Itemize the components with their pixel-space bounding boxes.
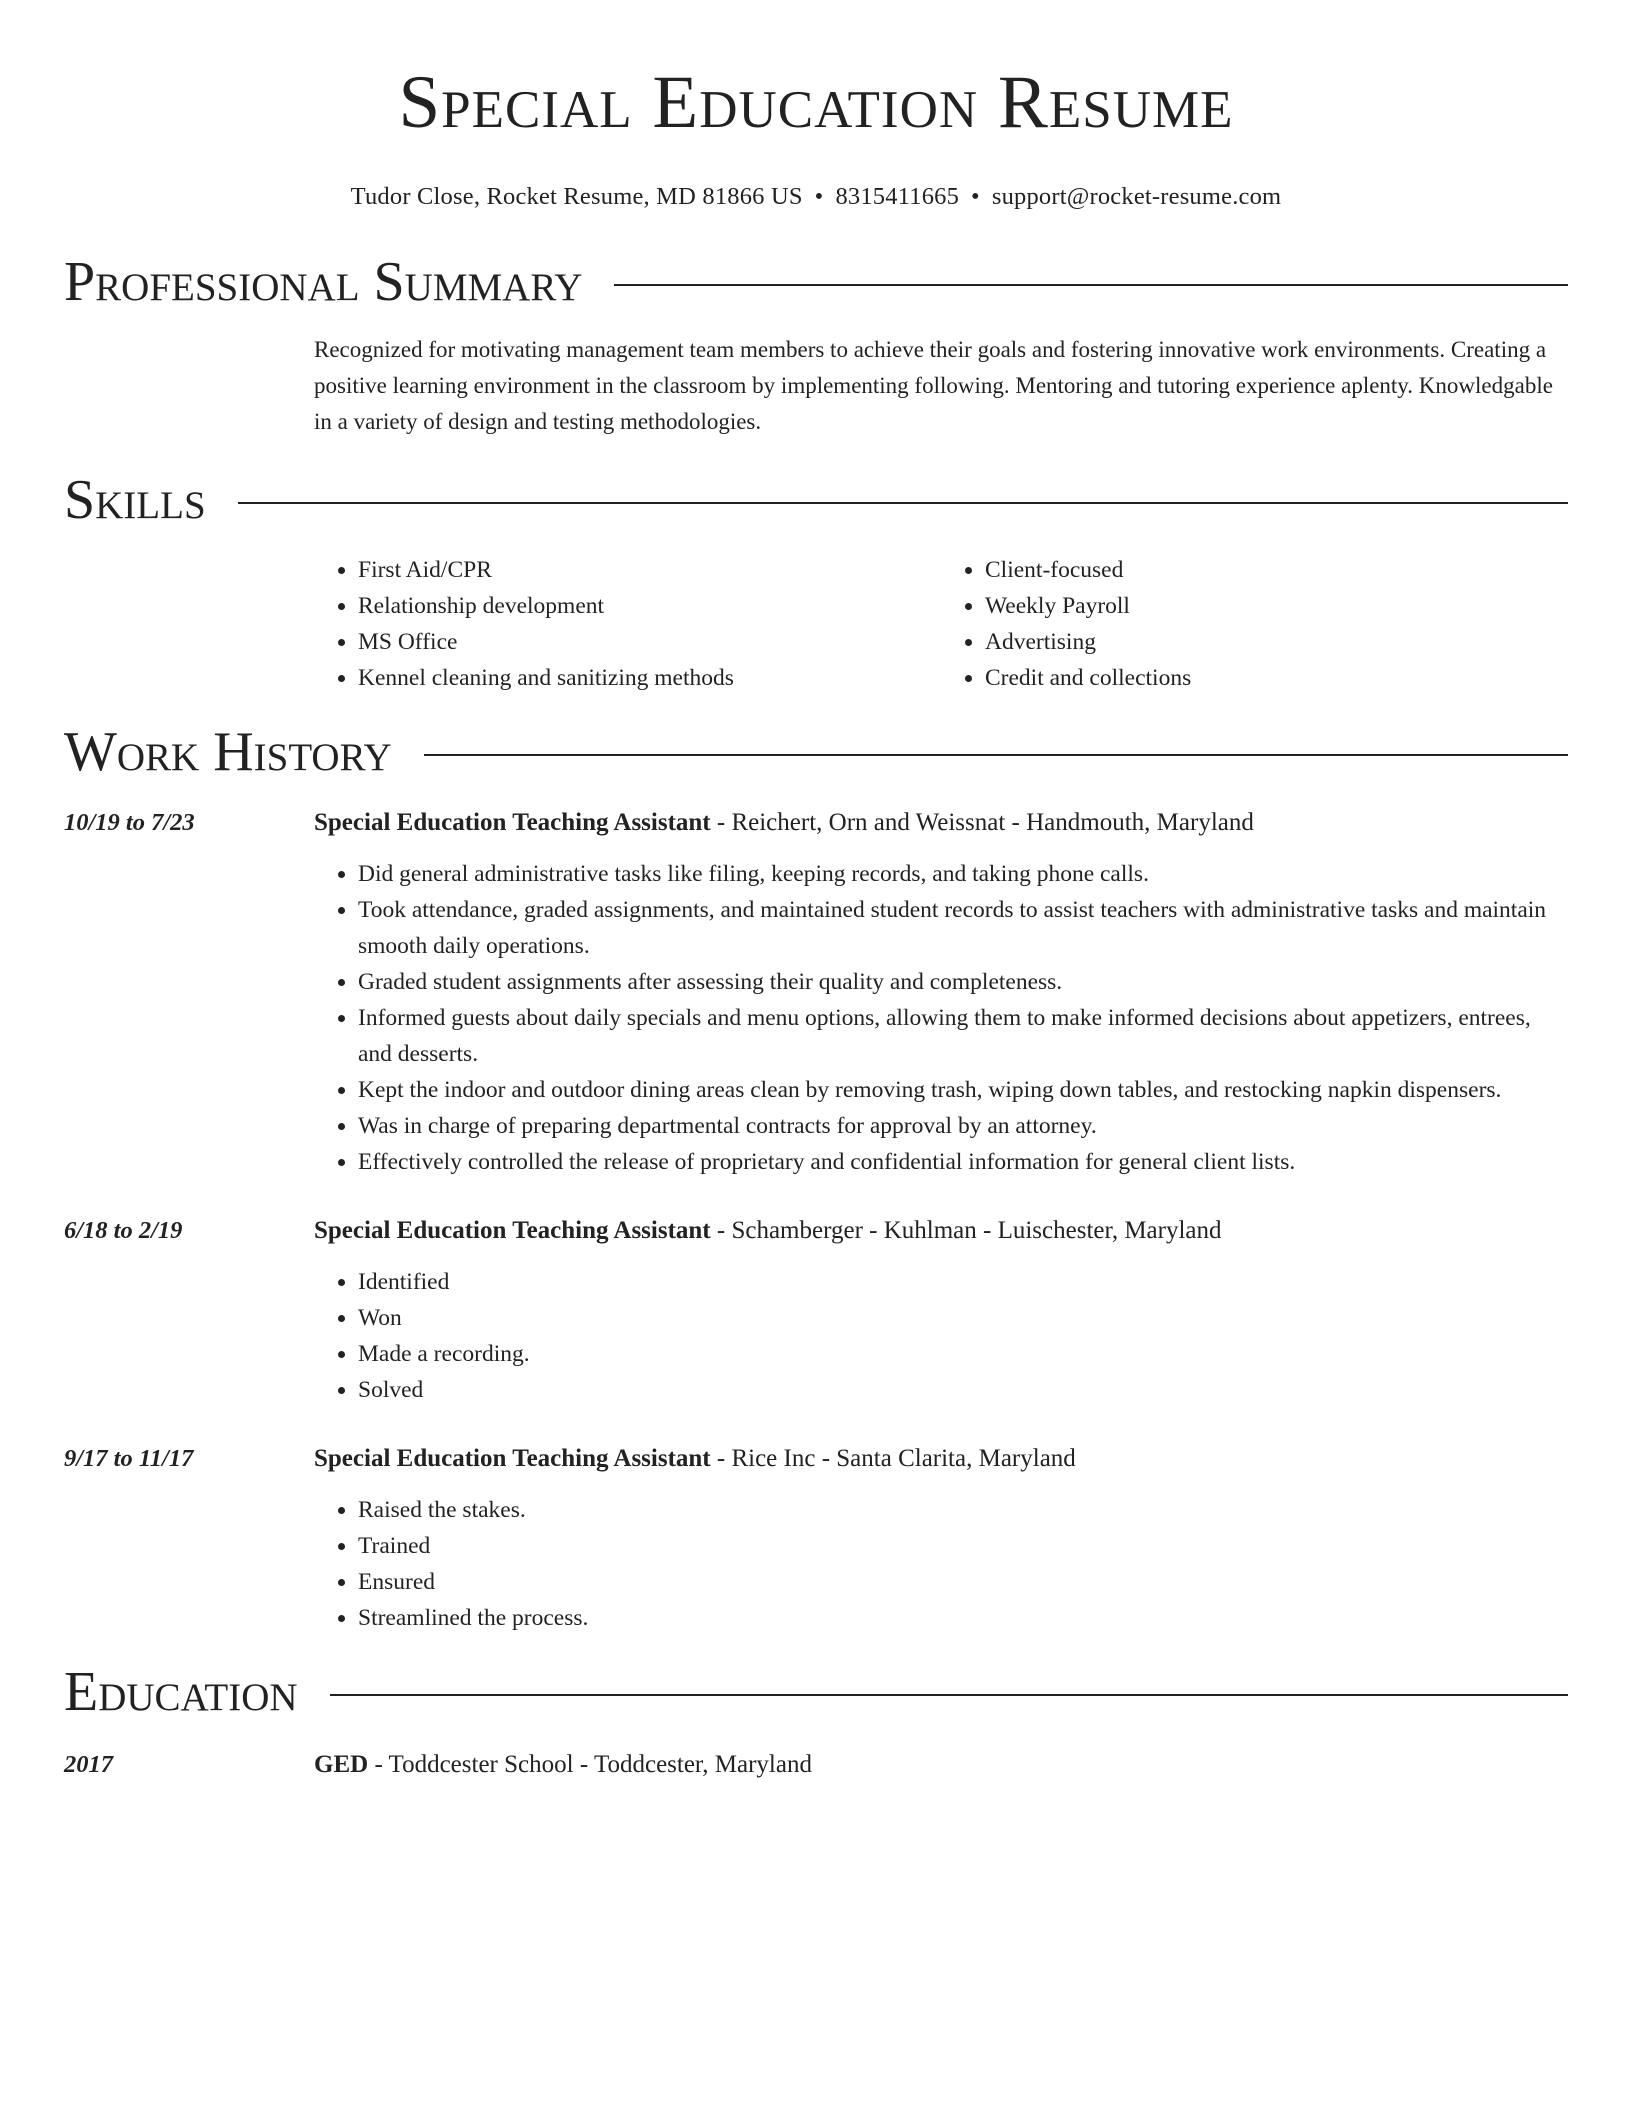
- job-entry: [64, 1440, 1568, 1636]
- contact-line: [64, 182, 1568, 212]
- list-item: • Streamlined the process.: [358, 1600, 1568, 1636]
- skills-column-left: [314, 552, 941, 696]
- list-item: • Informed guests about daily specials and menu options, allowing them to make informed decisions about appetizers, entrees, and desserts.: [358, 1000, 1568, 1072]
- list-item: • Weekly Payroll: [985, 588, 1568, 624]
- job-date: 6/18 to 2/19: [64, 1217, 183, 1244]
- education-degree: GED: [314, 1751, 369, 1778]
- summary-section-header: [64, 250, 1568, 314]
- job-heading: [314, 1440, 1568, 1478]
- job-employer: - Reichert, Orn and Weissnat - Handmouth, Maryland: [710, 809, 1254, 836]
- list-item: • Was in charge of preparing departmental contracts for approval by an attorney.: [358, 1108, 1568, 1144]
- job-role: Special Education Teaching Assistant: [314, 1217, 711, 1244]
- job-content: [314, 804, 1568, 1180]
- list-item: • Won: [358, 1300, 1568, 1336]
- work-section-header: [64, 720, 1568, 784]
- education-date: 2017: [64, 1751, 113, 1778]
- education-content: [314, 1746, 1568, 1784]
- list-item: • Took attendance, graded assignments, and maintained student records to assist teachers with administrative tasks and maintain smooth daily operations.: [358, 892, 1568, 964]
- job-heading: [314, 804, 1568, 842]
- separator: •: [971, 183, 980, 210]
- skills-section-header: [64, 468, 1568, 532]
- skills-heading: Skills: [64, 469, 206, 531]
- job-heading: [314, 1212, 1568, 1250]
- list-item: • Kept the indoor and outdoor dining areas clean by removing trash, wiping down tables, and restocking napkin dispensers.: [358, 1072, 1568, 1108]
- job-date: 10/19 to 7/23: [64, 809, 195, 836]
- section-divider: [424, 754, 1568, 756]
- resume-title: Special Education Resume: [398, 61, 1234, 144]
- list-item: • Credit and collections: [985, 660, 1568, 696]
- job-date: 9/17 to 11/17: [64, 1445, 194, 1472]
- education-section-header: [64, 1660, 1568, 1724]
- section-divider: [330, 1694, 1568, 1696]
- list-item: • Kennel cleaning and sanitizing methods: [358, 660, 941, 696]
- job-role: Special Education Teaching Assistant: [314, 809, 711, 836]
- phone: 8315411665: [835, 183, 960, 210]
- list-item: • Made a recording.: [358, 1336, 1568, 1372]
- list-item: • Client-focused: [985, 552, 1568, 588]
- list-item: • Advertising: [985, 624, 1568, 660]
- list-item: • Trained: [358, 1528, 1568, 1564]
- email: support@rocket-resume.com: [991, 183, 1282, 210]
- separator: •: [814, 183, 824, 210]
- list-item: • Graded student assignments after assessing their quality and completeness.: [358, 964, 1568, 1000]
- list-item: • Identified: [358, 1264, 1568, 1300]
- job-content: [314, 1440, 1568, 1636]
- education-heading-line: [314, 1746, 1568, 1784]
- list-item: • Relationship development: [358, 588, 941, 624]
- job-bullets: [314, 1492, 1568, 1636]
- summary-heading: Professional Summary: [64, 251, 583, 313]
- job-entry: [64, 804, 1568, 1180]
- education-entry: [64, 1746, 1568, 1784]
- education-heading: Education: [64, 1661, 298, 1723]
- list-item: • First Aid/CPR: [358, 552, 941, 588]
- job-content: [314, 1212, 1568, 1408]
- list-item: • Solved: [358, 1372, 1568, 1408]
- skills-list: [314, 552, 1568, 696]
- job-employer: - Rice Inc - Santa Clarita, Maryland: [710, 1445, 1076, 1472]
- list-item: • Effectively controlled the release of proprietary and confidential information for general client lists.: [358, 1144, 1568, 1180]
- job-bullets: [314, 856, 1568, 1180]
- section-divider: [614, 284, 1568, 286]
- skills-column-right: [941, 552, 1568, 696]
- job-role: Special Education Teaching Assistant: [314, 1445, 711, 1472]
- job-employer: - Schamberger - Kuhlman - Luischester, Maryland: [710, 1217, 1222, 1244]
- section-divider: [238, 502, 1568, 504]
- list-item: • Raised the stakes.: [358, 1492, 1568, 1528]
- job-entry: [64, 1212, 1568, 1408]
- list-item: • Did general administrative tasks like filing, keeping records, and taking phone calls.: [358, 856, 1568, 892]
- work-heading: Work History: [64, 721, 392, 783]
- list-item: • Ensured: [358, 1564, 1568, 1600]
- education-school: - Toddcester School - Toddcester, Maryland: [368, 1751, 812, 1778]
- summary-text: Recognized for motivating management team members to achieve their goals and fostering innovative work environments. Creating a positive learning environment in the classroom by implementing following. Mentoring and tutoring experience aplenty. Knowledgable in a variety of design and testing methodologies.: [314, 337, 1553, 434]
- job-bullets: [314, 1264, 1568, 1408]
- list-item: • MS Office: [358, 624, 941, 660]
- address: Tudor Close, Rocket Resume, MD 81866 US: [350, 183, 803, 210]
